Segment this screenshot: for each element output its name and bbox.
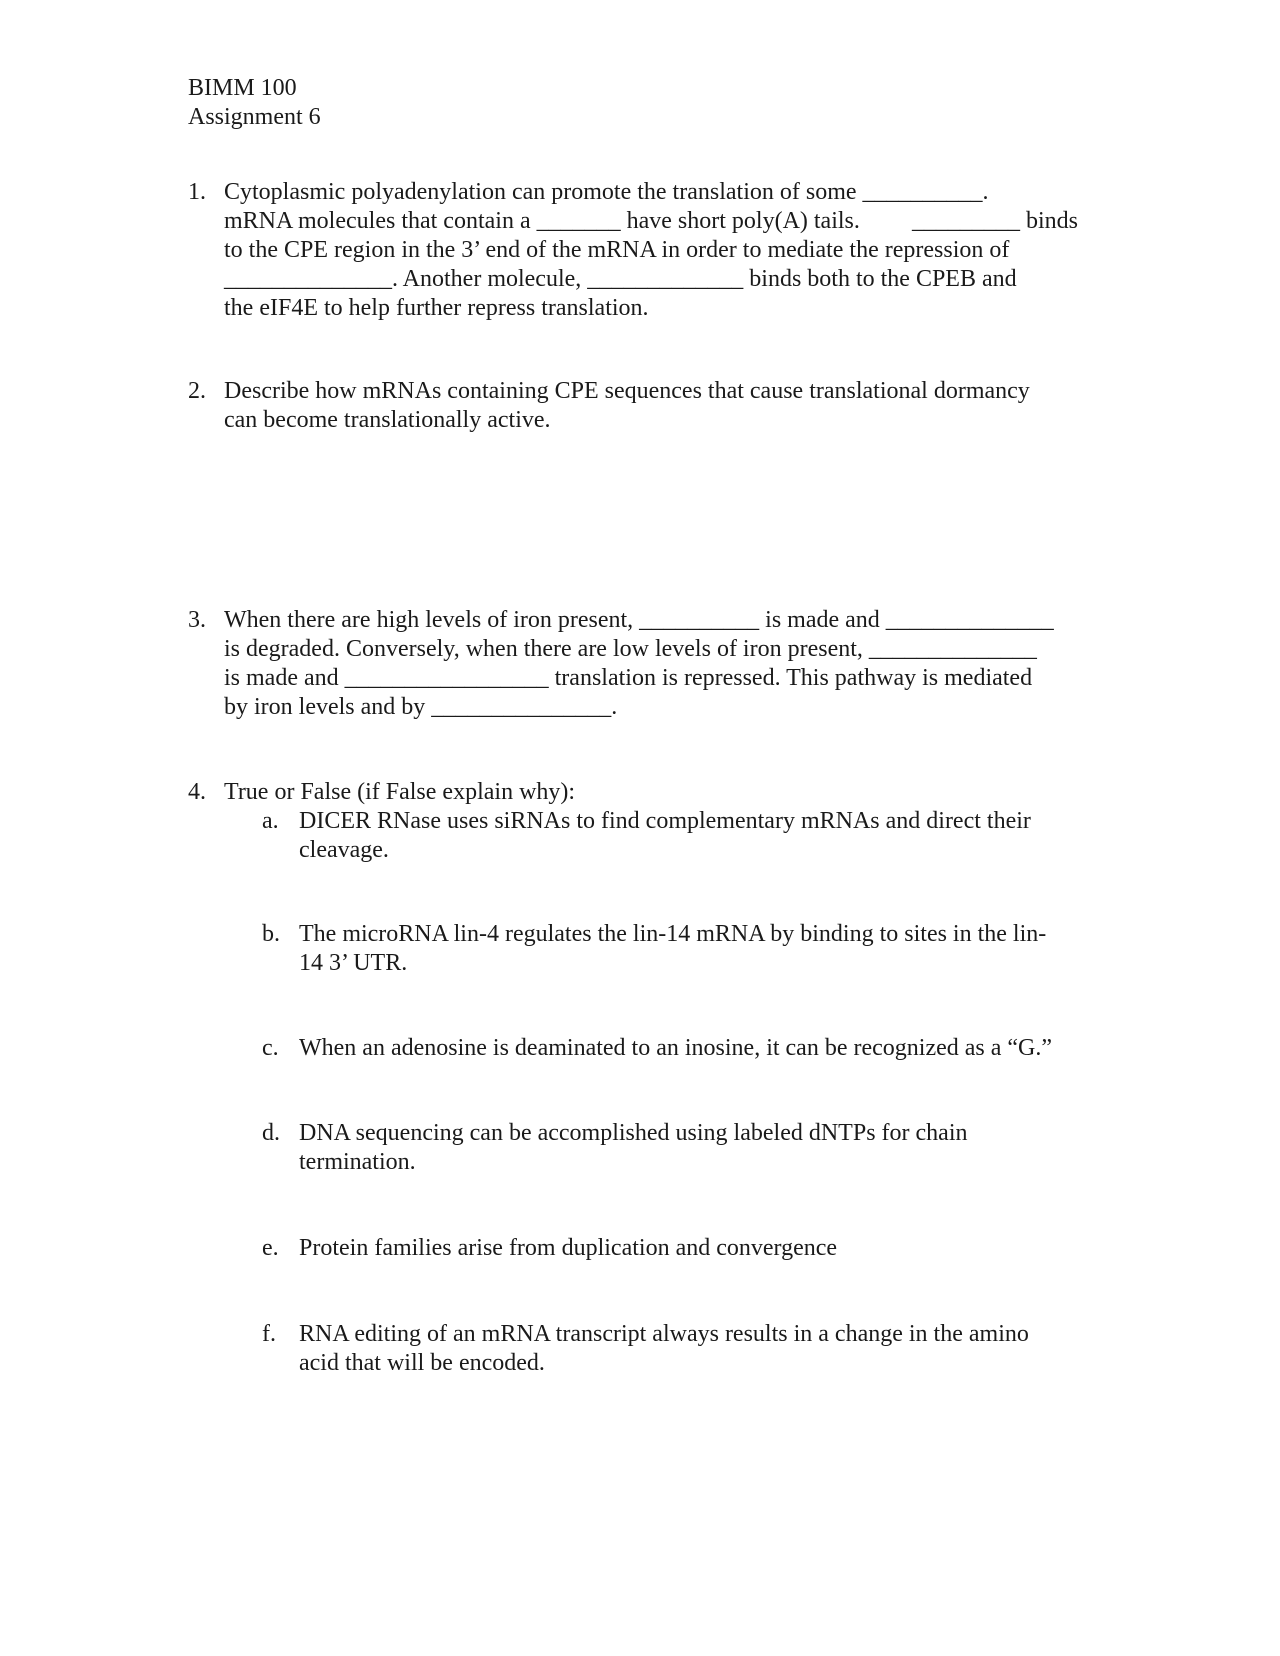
item-text	[299, 1034, 1089, 1063]
question-line	[224, 294, 1078, 323]
question-number: 3.	[188, 607, 206, 633]
item-line: cleavage.	[299, 837, 389, 863]
question-1-text	[224, 178, 1078, 323]
question-line	[224, 207, 1078, 236]
text-segment: When there are high levels of iron present, __________ is made and ______________	[224, 607, 1054, 633]
question-line	[224, 265, 1078, 294]
question-number: 4.	[188, 779, 206, 805]
text-segment: mRNA molecules that contain a _______ have short poly(A) tails.	[224, 208, 860, 234]
item-label: f.	[262, 1321, 276, 1347]
item-line: DICER RNase uses siRNAs to find complementary mRNAs and direct their	[299, 808, 1031, 834]
item-line: The microRNA lin-4 regulates the lin-14 mRNA by binding to sites in the lin-	[299, 921, 1047, 947]
item-label: d.	[262, 1120, 280, 1146]
question-line	[224, 635, 1078, 664]
question-2-text	[224, 377, 1078, 435]
assignment-title: Assignment 6	[188, 104, 321, 130]
text-segment: to the CPE region in the 3’ end of the mRNA in order to mediate the repression of	[224, 237, 1010, 263]
question-line	[224, 664, 1078, 693]
item-line: Protein families arise from duplication and convergence	[299, 1235, 838, 1261]
question-line	[224, 236, 1078, 265]
item-text	[299, 1234, 1089, 1263]
question-line: Describe how mRNAs containing CPE sequences that cause translational dormancy	[224, 378, 1030, 404]
item-line: 14 3’ UTR.	[299, 950, 408, 976]
item-label: b.	[262, 921, 280, 947]
item-text	[299, 920, 1089, 978]
question-line	[224, 606, 1078, 635]
item-text	[299, 1119, 1089, 1177]
item-line: DNA sequencing can be accomplished using labeled dNTPs for chain	[299, 1120, 968, 1146]
item-label: e.	[262, 1235, 279, 1261]
text-segment: is degraded. Conversely, when there are low levels of iron present, ______________	[224, 636, 1037, 662]
question-line	[224, 693, 1078, 722]
question-line	[224, 178, 1078, 207]
item-text	[299, 807, 1089, 865]
item-line: acid that will be encoded.	[299, 1350, 545, 1376]
text-segment: ______________. Another molecule, _____________ binds both to the CPEB and	[224, 266, 1017, 292]
question-number: 1.	[188, 179, 206, 205]
question-4-intro: True or False (if False explain why):	[224, 779, 576, 805]
item-line: When an adenosine is deaminated to an inosine, it can be recognized as a “G.”	[299, 1035, 1053, 1061]
item-label: c.	[262, 1035, 279, 1061]
item-text	[299, 1320, 1089, 1378]
question-line: can become translationally active.	[224, 407, 551, 433]
question-number: 2.	[188, 378, 206, 404]
text-segment: by iron levels and by _______________.	[224, 694, 618, 720]
question-3-text	[224, 606, 1078, 722]
text-segment: _________ binds	[911, 208, 1078, 234]
text-segment: Cytoplasmic polyadenylation can promote the translation of some __________.	[224, 179, 989, 205]
text-segment: the eIF4E to help further repress translation.	[224, 295, 649, 321]
item-line: RNA editing of an mRNA transcript always results in a change in the amino	[299, 1321, 1029, 1347]
document-header	[188, 74, 321, 132]
text-segment: is made and _________________ translation is repressed. This pathway is mediated	[224, 665, 1033, 691]
course-title: BIMM 100	[188, 75, 297, 101]
item-line: termination.	[299, 1149, 416, 1175]
item-label: a.	[262, 808, 279, 834]
